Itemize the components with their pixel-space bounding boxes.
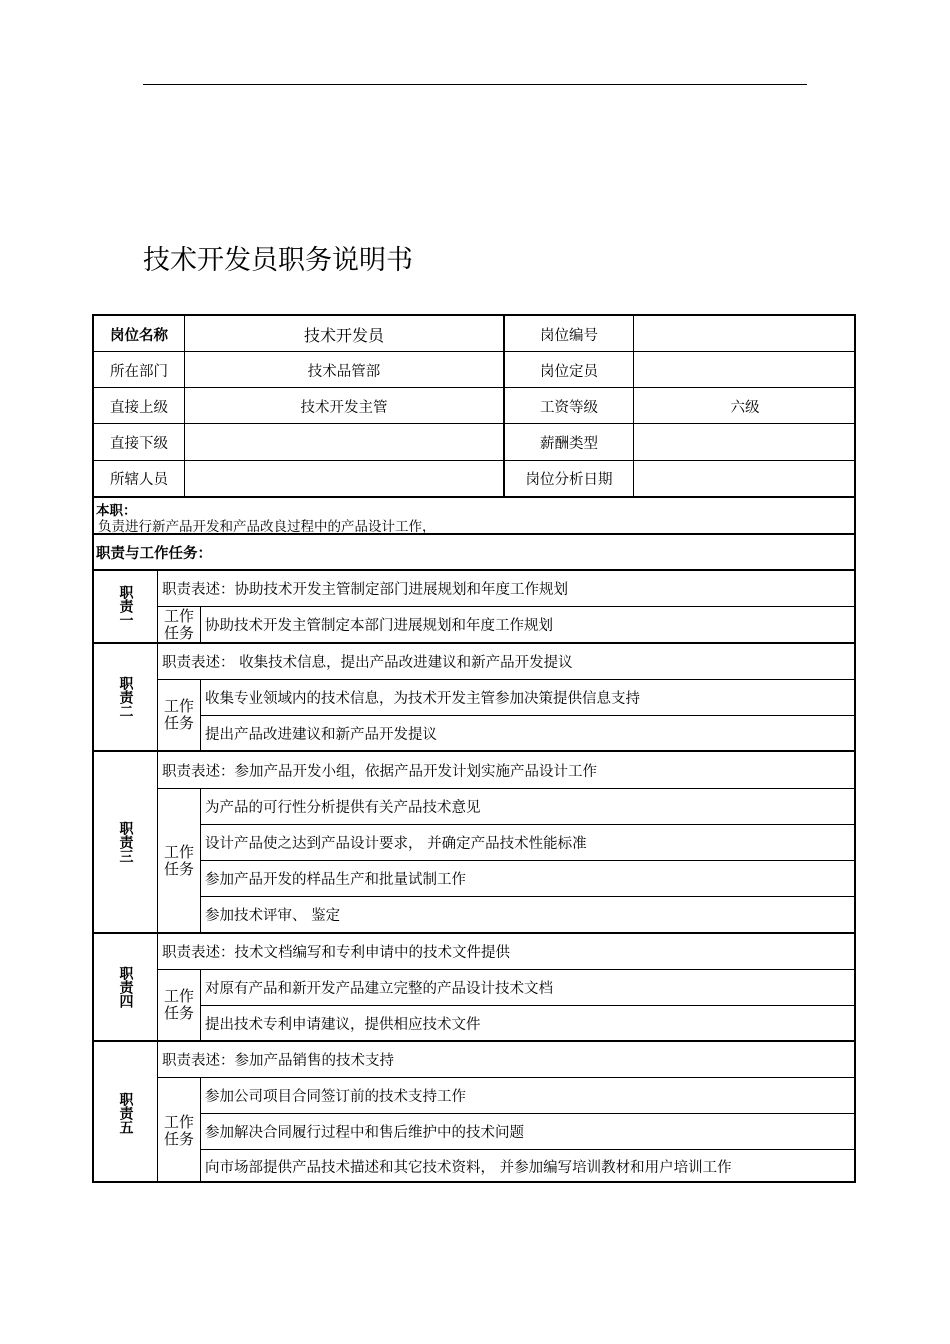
header-rule	[143, 84, 807, 85]
label-department: 所在部门	[110, 363, 168, 380]
duties-header: 职责与工作任务：	[96, 546, 212, 562]
label-subordinate: 直接下级	[110, 436, 168, 452]
duty-4-description: 职责表述：技术文档编写和专利申请中的技术文件提供	[162, 945, 510, 961]
duty-2-task-1: 收集专业领域内的技术信息，为技术开发主管参加决策提供信息支持	[205, 691, 640, 707]
duty-2-task-label: 工作任务	[163, 697, 194, 732]
value-headcount	[634, 352, 856, 388]
value-pay-type	[634, 424, 856, 461]
duty-1-task-1: 协助技术开发主管制定本部门进展规划和年度工作规划	[205, 618, 553, 634]
grid-line	[94, 496, 856, 498]
duty-1-description: 职责表述：协助技术开发主管制定部门进展规划和年度工作规划	[162, 582, 568, 598]
value-position-name: 技术开发员	[303, 325, 384, 345]
duty-4-task-2: 提出技术专利申请建议，提供相应技术文件	[205, 1016, 481, 1033]
duty-5-task-label: 工作任务	[163, 1112, 194, 1148]
duty-5-task-2: 参加解决合同履行过程中和售后维护中的技术问题	[205, 1125, 524, 1141]
duty-3-task-1: 为产品的可行性分析提供有关产品技术意见	[205, 800, 481, 816]
duty-3-task-2: 设计产品使之达到产品设计要求， 并确定产品技术性能标准	[205, 836, 587, 852]
job-description-table	[92, 314, 856, 1183]
duty-1-label: 职责一	[117, 585, 134, 627]
value-department: 技术品管部	[307, 363, 381, 380]
duty-3-task-3: 参加产品开发的样品生产和批量试制工作	[205, 872, 466, 888]
duty-5-label: 职责五	[117, 1091, 134, 1134]
label-pay-type: 薪酬类型	[540, 436, 598, 452]
value-subordinate	[185, 424, 503, 461]
label-staff: 所辖人员	[110, 472, 168, 488]
label-position-id: 岗位编号	[540, 327, 598, 344]
label-position-name: 岗位名称	[110, 327, 168, 344]
value-supervisor: 技术开发主管	[300, 399, 388, 416]
label-supervisor: 直接上级	[110, 399, 168, 416]
duty-2-task-2: 提出产品改进建议和新产品开发提议	[205, 726, 437, 743]
value-staff	[185, 461, 503, 496]
duty-3-description: 职责表述：参加产品开发小组，依据产品开发计划实施产品设计工作	[162, 763, 597, 780]
duty-5-task-1: 参加公司项目合同签订前的技术支持工作	[205, 1089, 466, 1105]
duty-2-label: 职责二	[117, 676, 134, 718]
value-position-id	[634, 316, 856, 352]
duty-5-description: 职责表述：参加产品销售的技术支持	[162, 1053, 394, 1069]
summary-text: 负责进行新产品开发和产品改良过程中的产品设计工作，	[98, 519, 436, 535]
document-title: 技术开发员职务说明书	[143, 245, 413, 276]
duty-4-task-1: 对原有产品和新开发产品建立完整的产品设计技术文档	[205, 981, 553, 997]
label-analysis-date: 岗位分析日期	[525, 472, 613, 488]
duty-4-task-label: 工作任务	[163, 987, 194, 1022]
value-analysis-date	[634, 461, 856, 496]
duty-3-task-label: 工作任务	[163, 842, 194, 878]
value-salary-grade: 六级	[730, 399, 760, 416]
duty-1-task-label: 工作任务	[163, 606, 194, 642]
label-salary-grade: 工资等级	[540, 399, 598, 416]
duty-3-task-4: 参加技术评审、 鉴定	[205, 908, 341, 924]
duty-5-task-3: 向市场部提供产品技术描述和其它技术资料， 并参加编写培训教材和用户培训工作	[205, 1160, 732, 1176]
summary-label: 本职：	[96, 503, 137, 519]
duty-3-label: 职责三	[117, 821, 134, 863]
duty-4-label: 职责四	[117, 966, 134, 1008]
label-headcount: 岗位定员	[540, 363, 598, 380]
duty-2-description: 职责表述： 收集技术信息，提出产品改进建议和新产品开发提议	[162, 655, 573, 671]
